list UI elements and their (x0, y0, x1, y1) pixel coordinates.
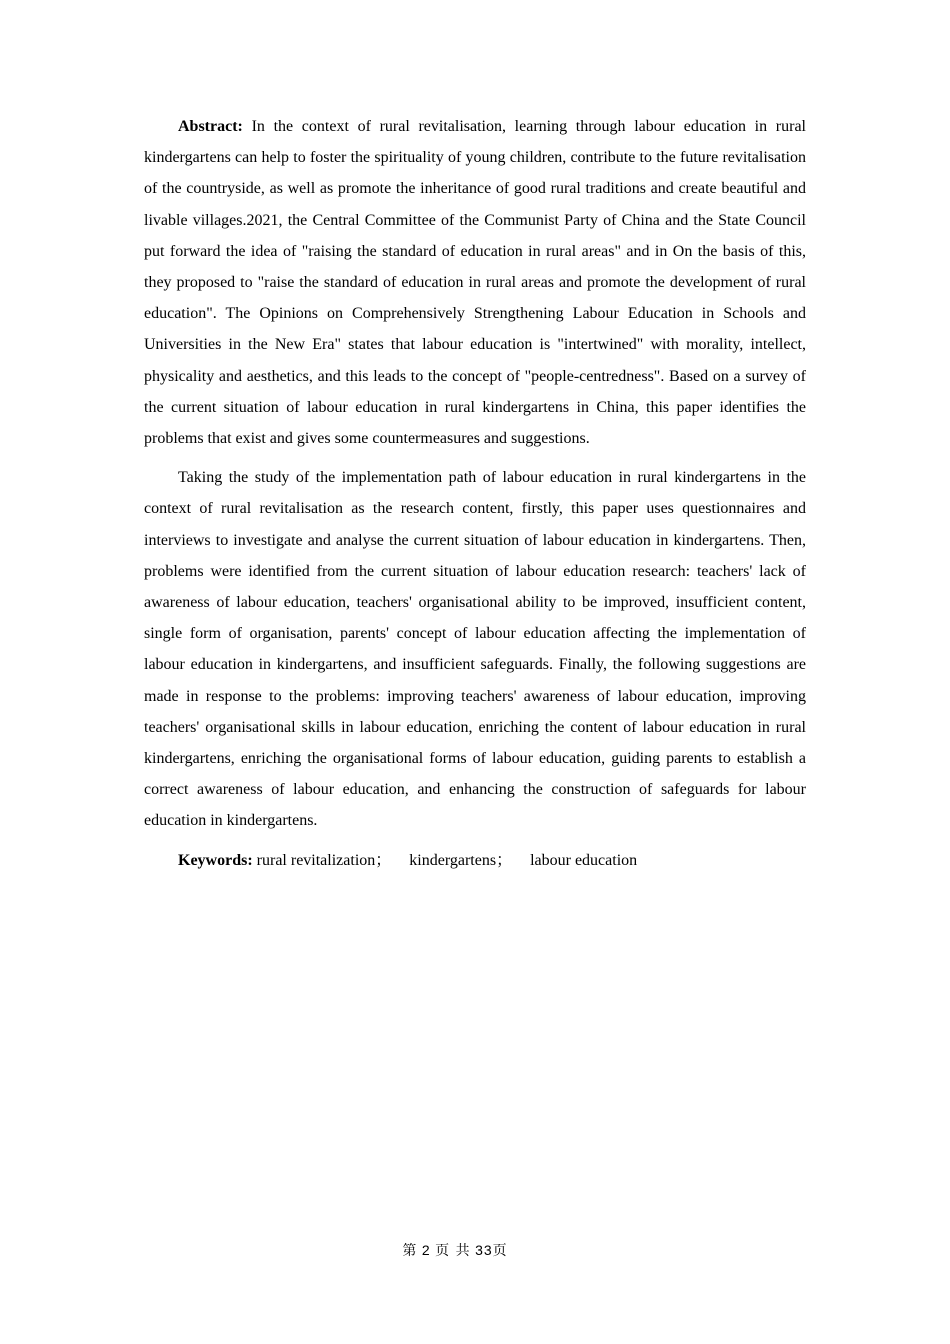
abstract-label: Abstract: (178, 118, 243, 135)
keywords-line (144, 845, 806, 876)
footer-suffix: 页 (492, 1243, 508, 1259)
body-paragraph: Taking the study of the implementation path of labour education in rural kindergartens in the context of rural revitalisation as the research content, firstly, this paper uses questionnaires and interviews to investigate and analyse the current situation of labour education in kindergartens. Then, problems were identified from the current situation of labour education research: teachers' lack of awareness of labour education, teachers' organisational ability to be improved, insufficient content, single form of organisation, parents' concept of labour education affecting the implementation of labour education in kindergartens, and insufficient safeguards. Finally, the following suggestions are made in response to the problems: improving teachers' awareness of labour education, improving teachers' organisational skills in labour education, enriching the content of labour education in rural kindergartens, enriching the organisational forms of labour education, guiding parents to establish a correct awareness of labour education, and enhancing the construction of safeguards for labour education in kindergartens. (144, 469, 806, 830)
keyword-item: labour education (530, 851, 638, 869)
abstract-paragraph (144, 111, 806, 454)
footer-total-pages: 33 (475, 1242, 493, 1258)
document-page (144, 111, 806, 876)
footer-page-number: 2 (421, 1242, 431, 1258)
keyword-item: kindergartens； (409, 851, 513, 869)
keyword-item: rural revitalization； (256, 851, 392, 869)
footer-middle: 页 共 (435, 1243, 471, 1259)
abstract-text: In the context of rural revitalisation, learning through labour education in rural kindergartens can help to foster the spirituality of young children, contribute to the future revitalisation of the countryside, as well as promote the inheritance of good rural traditions and create beautiful and livable villages.2021, the Central Committee of the Communist Party of China and the State Council put forward the idea of "raising the standard of education in rural areas" and in On the basis of this, they proposed to "raise the standard of education in rural areas and promote the development of rural education". The Opinions on Comprehensively Strengthening Labour Education in Schools and Universities in the New Era" states that labour education is "intertwined" with morality, intellect, physicality and aesthetics, and this leads to the concept of "people-centredness". Based on a survey of the current situation of labour education in rural kindergartens in China, this paper identifies the problems that exist and gives some countermeasures and suggestions. (144, 118, 806, 448)
page-footer (0, 1240, 910, 1260)
footer-prefix: 第 (402, 1243, 418, 1259)
keywords-label: Keywords: (178, 851, 253, 869)
